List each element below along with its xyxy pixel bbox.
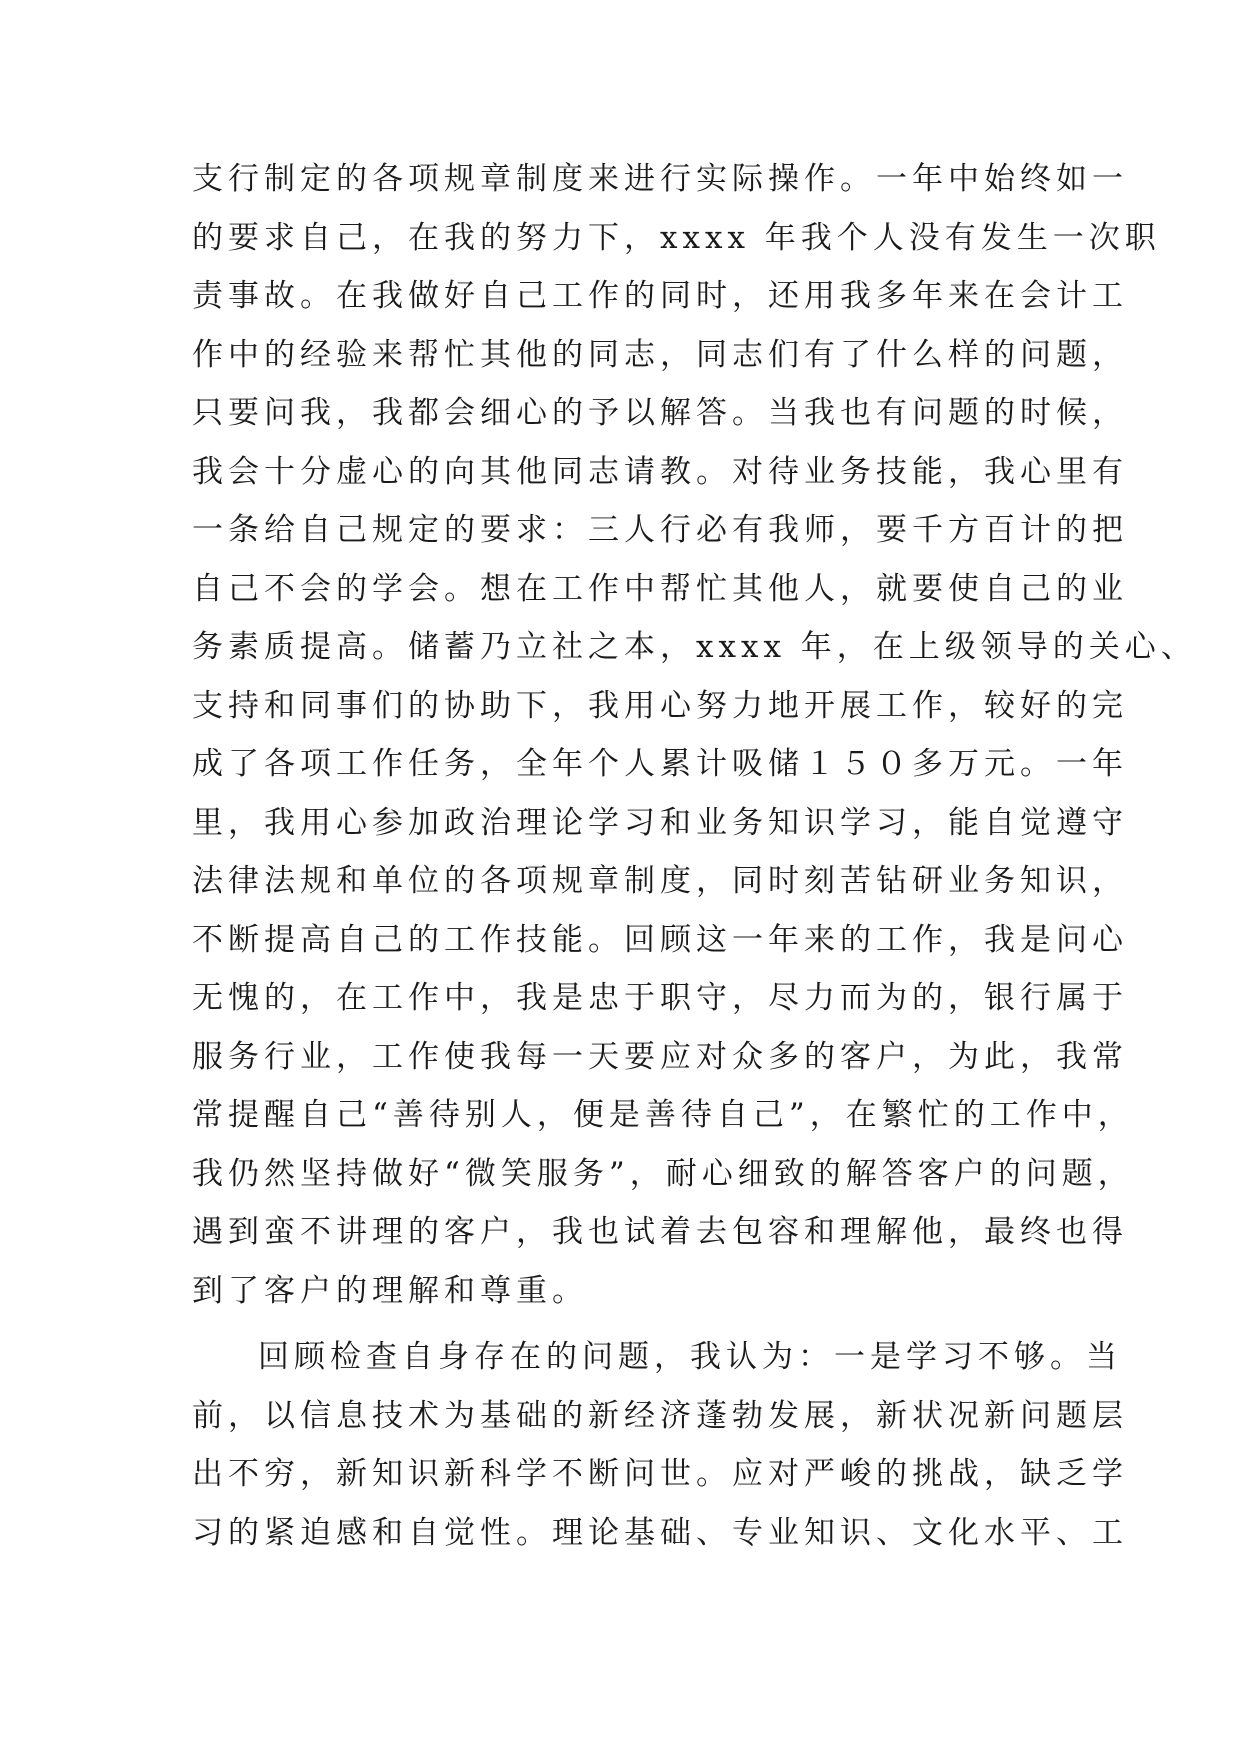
text-line: 的要求自己，在我的努力下，xxxx 年我个人没有发生一次职 [192,219,1161,256]
text-line: 不断提高自己的工作技能。回顾这一年来的工作，我是问心 [192,921,1128,958]
text-line: 法律法规和单位的各项规章制度，同时刻苦钻研业务知识， [192,863,1128,899]
text-line: 只要问我，我都会细心的予以解答。当我也有问题的时候， [192,395,1128,431]
text-line: 责事故。在我做好自己工作的同时，还用我多年来在会计工 [192,278,1128,314]
paragraph-1 [192,150,1197,1320]
text-line: 习的紧迫感和自觉性。理论基础、专业知识、文化水平、工 [192,1514,1128,1551]
text-line: 回顾检查自身存在的问题，我认为：一是学习不够。当 [258,1339,1122,1375]
text-line: 我仍然坚持做好“微笑服务”，耐心细致的解答客户的问题， [192,1155,1134,1192]
text-line: 务素质提高。储蓄乃立社之本，xxxx 年，在上级领导的关心、 [192,629,1197,665]
text-line: 到了客户的理解和尊重。 [192,1272,588,1309]
text-line: 成了各项工作任务，全年个人累计吸储１５０多万元。一年 [192,746,1128,782]
text-line: 服务行业，工作使我每一天要应对众多的客户，为此，我常 [192,1038,1128,1075]
text-line: 无愧的，在工作中，我是忠于职守，尽力而为的，银行属于 [192,980,1128,1016]
paragraph-2 [192,1328,1128,1562]
text-line: 遇到蛮不讲理的客户，我也试着去包容和理解他，最终也得 [192,1214,1128,1250]
text-line: 自己不会的学会。想在工作中帮忙其他人，就要使自己的业 [192,570,1128,607]
text-line: 支持和同事们的协助下，我用心努力地开展工作，较好的完 [192,687,1128,724]
text-line: 里，我用心参加政治理论学习和业务知识学习，能自觉遵守 [192,804,1128,841]
text-line: 常提醒自己“善待别人，便是善待自己”，在繁忙的工作中， [192,1097,1134,1133]
text-line: 前，以信息技术为基础的新经济蓬勃发展，新状况新问题层 [192,1397,1128,1434]
text-line: 出不穷，新知识新科学不断问世。应对严峻的挑战，缺乏学 [192,1456,1128,1492]
text-line: 作中的经验来帮忙其他的同志，同志们有了什么样的问题， [192,336,1128,373]
text-line: 支行制定的各项规章制度来进行实际操作。一年中始终如一 [192,161,1128,197]
text-line: 一条给自己规定的要求：三人行必有我师，要千方百计的把 [192,512,1128,548]
text-line: 我会十分虚心的向其他同志请教。对待业务技能，我心里有 [192,453,1128,490]
document-body [192,150,1197,1562]
